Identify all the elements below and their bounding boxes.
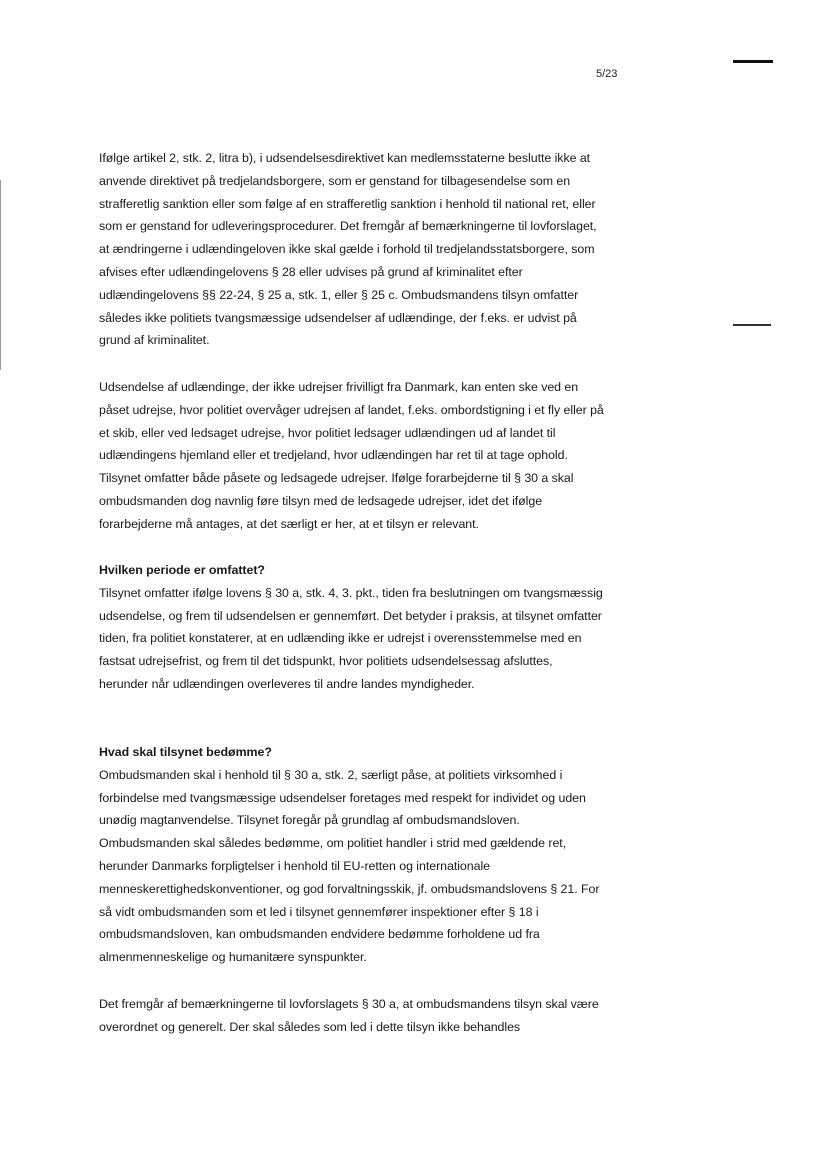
scan-mark-margin — [733, 324, 771, 326]
heading-period: Hvilken periode er omfattet? — [99, 563, 265, 577]
heading-assessment: Hvad skal tilsynet bedømme? — [99, 745, 272, 759]
page-number: 5/23 — [596, 68, 618, 80]
section-assessment — [99, 741, 604, 969]
paragraph-text: Udsendelse af udlændinge, der ikke udrejser frivilligt fra Danmark, kan enten ske ved en påset udrejse, hvor politiet overvåger udrejsen af landet, f.eks. ombordstigning i et fly eller på et skib, eller ved ledsaget udrejse, hvor politiet ledsager udlændingen ud af landet til udlændingens hjemland eller et tredjeland, hvor udlændingen har ret til at tage ophold. Tilsynet omfatter både påsete og ledsagede udrejser. Ifølge forarbejderne til § 30 a skal ombudsmanden dog navnlig føre tilsyn med de ledsagede udrejser, idet det ifølge forarbejderne må antages, at det særligt er her, at et tilsyn er relevant. — [99, 380, 604, 531]
scan-mark-left-edge — [0, 180, 1, 370]
paragraph-general-oversight — [99, 993, 604, 1039]
paragraph-text: Ifølge artikel 2, stk. 2, litra b), i udsendelsesdirektivet kan medlemsstaterne beslutte ikke at anvende direktivet på tredjelandsborgere, som er genstand for tilbagesendelse som en strafferetlig sanktion eller som følge af en strafferetlig sanktion i henhold til national ret, eller som er genstand for udleveringsprocedurer. Det fremgår af bemærkningerne til lovforslaget, at ændringerne i udlændingeloven ikke skal gælde i forhold til tredjelandsstatsborgere, som afvises efter udlændingelovens § 28 eller udvises på grund af kriminalitet efter udlændingelovens §§ 22-24, § 25 a, stk. 1, eller § 25 c. Ombudsmandens tilsyn omfatter således ikke politiets tvangsmæssige udsendelser af udlændinge, der f.eks. er udvist på grund af kriminalitet. — [99, 151, 597, 348]
paragraph-text: Det fremgår af bemærkningerne til lovforslagets § 30 a, at ombudsmandens tilsyn skal være overordnet og generelt. Der skal således som led i dette tilsyn ikke behandles — [99, 997, 599, 1034]
paragraph-text: Ombudsmanden skal i henhold til § 30 a, stk. 2, særligt påse, at politiets virksomhed i forbindelse med tvangsmæssige udsendelser foretages med respekt for individet og uden unødig magtanvendelse. Tilsynet foregår på grundlag af ombudsmandsloven. Ombudsmanden skal således bedømme, om politiet handler i strid med gældende ret, herunder Danmarks forpligtelser i henhold til EU-retten og internationale menneskerettighedskonventioner, og god forvaltningsskik, jf. ombudsmandslovens § 21. For så vidt ombudsmanden som et led i tilsynet gennemfører inspektioner efter § 18 i ombudsmandsloven, kan ombudsmanden endvidere bedømme forholdene ud fra almenmenneskelige og humanitære synspunkter. — [99, 767, 600, 965]
section-period — [99, 559, 604, 696]
paragraph-deportation-types — [99, 376, 604, 536]
scan-mark-top — [733, 60, 773, 63]
paragraph-directive-exemption — [99, 147, 604, 352]
paragraph-text: Tilsynet omfatter ifølge lovens § 30 a, stk. 4, 3. pkt., tiden fra beslutningen om tvangsmæssig udsendelse, og frem til udsendelsen er gennemført. Det betyder i praksis, at tilsynet omfatter tiden, fra politiet konstaterer, at en udlænding ikke er udrejst i overensstemmelse med en fastsat udrejsefrist, og frem til det tidspunkt, hvor politiets udsendelsessag afsluttes, herunder når udlændingen overleveres til andre landes myndigheder. — [99, 585, 603, 691]
